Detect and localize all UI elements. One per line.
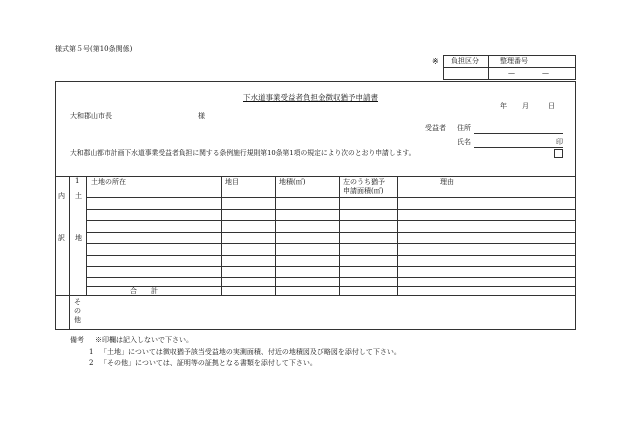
notes-line0: ※印欄は記入しないで下さい。 (95, 336, 193, 344)
address-label: 住所 (457, 124, 471, 132)
date-year: 年 (500, 102, 507, 110)
serial-field[interactable]: — — (508, 69, 559, 77)
form-title: 下水道事業受益者負担金徴収猶予申請書 (243, 93, 378, 102)
district-label: 負担区分 (451, 57, 479, 65)
land-char-chi: 地 (75, 234, 82, 242)
other-char-no: の (74, 307, 81, 315)
address-field[interactable] (474, 133, 563, 134)
serial-label: 整理番号 (500, 57, 528, 65)
seal-mark: 印 (556, 138, 563, 146)
land-number: 1 (75, 177, 80, 185)
total-label: 合 計 (130, 287, 158, 295)
date-month: 月 (522, 102, 529, 110)
addressee-mayor: 大和郡山市長 (70, 112, 112, 120)
applicant-label: 受益者 (425, 124, 446, 132)
confirm-checkbox[interactable] (554, 149, 563, 158)
side-label-uchi: 内 (58, 192, 65, 200)
header-area: 地積(㎡) (279, 178, 306, 186)
kome-mark: ※ (432, 57, 439, 66)
statement-text: 大和郡山都市計画下水道事業受益者負担に関する条例施行規則第10条第1項の規定により次のとおり申請します。 (70, 149, 416, 157)
other-char-so: そ (74, 298, 81, 306)
note-1-number: 1 (89, 348, 94, 356)
name-label: 氏名 (457, 138, 471, 146)
district-field[interactable] (444, 68, 487, 79)
header-deferral-area-1: 左のうち猶予 (343, 178, 385, 186)
side-label-wake: 訳 (58, 234, 65, 242)
name-field[interactable] (474, 147, 563, 148)
other-field[interactable] (87, 296, 575, 329)
note-1-text: 「土地」については徴収猶予該当受益地の実測面積、付近の地積図及び略図を添付して下さい。 (100, 348, 401, 356)
note-2-text: 「その他」については、証明等の証拠となる書類を添付して下さい。 (100, 359, 317, 367)
table-top-rule (55, 176, 576, 177)
other-char-ta: 他 (74, 316, 81, 324)
form-number: 様式第５号(第10条関係) (55, 45, 133, 53)
header-category: 地目 (225, 178, 239, 186)
header-location: 土地の所在 (91, 178, 126, 186)
header-reason: 理由 (440, 178, 454, 186)
note-2-number: 2 (89, 359, 94, 367)
date-day: 日 (548, 102, 555, 110)
addressee-sama: 様 (198, 112, 205, 120)
notes-heading: 備考 (70, 336, 84, 344)
header-deferral-area-2: 申請面積(㎡) (343, 187, 384, 195)
land-char-do: 土 (75, 192, 82, 200)
